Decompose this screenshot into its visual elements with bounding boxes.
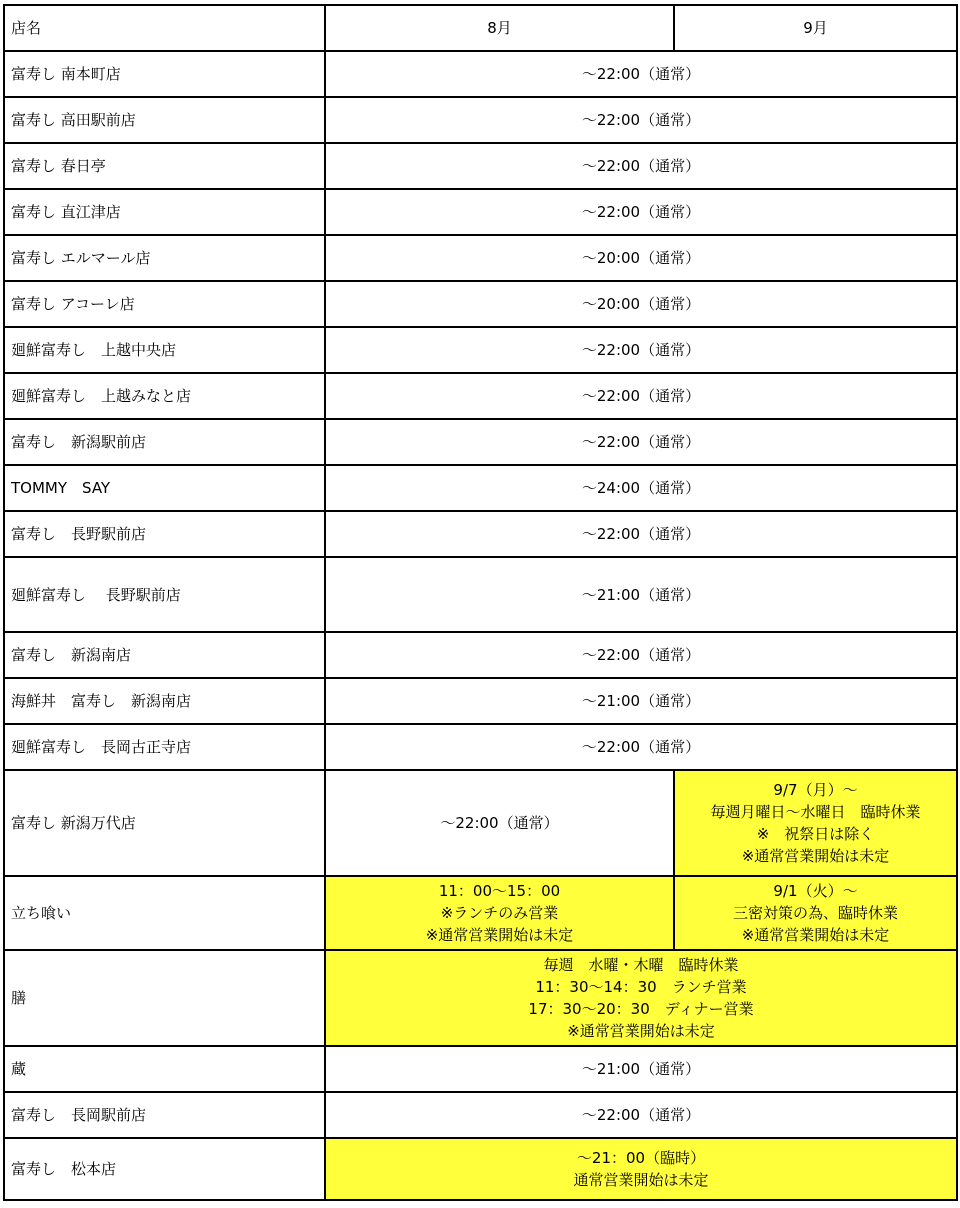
table-row (4, 419, 957, 465)
store-name: 富寿し 長野駅前店 (4, 511, 325, 557)
notice-line: ～21：00（臨時） (576, 1149, 706, 1167)
notice-line: ※ランチのみ営業 (440, 904, 559, 922)
table-row (4, 632, 957, 678)
notice-line: 17：30～20：30 ディナー営業 (528, 1000, 754, 1018)
notice-line: 9/1（火）～ (773, 882, 858, 900)
table-row-bandai (4, 770, 957, 876)
notice-line: ※通常営業開始は未定 (741, 926, 890, 944)
notice-line: ※通常営業開始は未定 (567, 1022, 715, 1040)
table-row-tachigui (4, 876, 957, 950)
store-name: 富寿し 南本町店 (4, 51, 325, 97)
notice-line: ※ 祝祭日は除く (756, 825, 875, 843)
store-hours: ～22:00（通常） (325, 1092, 957, 1138)
store-hours: ～22:00（通常） (325, 511, 957, 557)
store-name: 膳 (4, 950, 325, 1046)
store-name: 富寿し 新潟南店 (4, 632, 325, 678)
store-name: 廻鮮富寿し 上越みなと店 (4, 373, 325, 419)
store-name: 富寿し 新潟万代店 (4, 770, 325, 876)
store-hours: ～22:00（通常） (325, 724, 957, 770)
notice-line: 毎週月曜日～水曜日 臨時休業 (710, 803, 921, 821)
header-september: 9月 (674, 5, 957, 51)
store-hours: ～22:00（通常） (325, 97, 957, 143)
table-row (4, 327, 957, 373)
store-hours: ～20:00（通常） (325, 235, 957, 281)
store-name: 廻鮮富寿し 長岡古正寺店 (4, 724, 325, 770)
table-row (4, 557, 957, 632)
store-hours: ～22:00（通常） (325, 419, 957, 465)
store-name: 富寿し 高田駅前店 (4, 97, 325, 143)
store-name: 廻鮮富寿し 長野駅前店 (4, 557, 325, 632)
header-august: 8月 (325, 5, 674, 51)
store-hours: ～22:00（通常） (325, 143, 957, 189)
store-name: 富寿し エルマール店 (4, 235, 325, 281)
table-row-zen (4, 950, 957, 1046)
table-row-nagaoka (4, 1092, 957, 1138)
notice-line: 三密対策の為、臨時休業 (732, 904, 898, 922)
store-name: 富寿し 松本店 (4, 1138, 325, 1200)
hours-notice (325, 1138, 957, 1200)
table-row (4, 97, 957, 143)
table-row-matsumoto (4, 1138, 957, 1200)
header-row (4, 5, 957, 51)
store-name: 富寿し 春日亭 (4, 143, 325, 189)
store-name: 富寿し 長岡駅前店 (4, 1092, 325, 1138)
notice-line: ※通常営業開始は未定 (425, 926, 574, 944)
hours-notice (325, 950, 957, 1046)
notice-line: 毎週 水曜・木曜 臨時休業 (543, 956, 739, 974)
table-row (4, 235, 957, 281)
store-hours: ～22:00（通常） (325, 327, 957, 373)
store-name: 富寿し 直江津店 (4, 189, 325, 235)
table-row (4, 143, 957, 189)
store-hours: ～22:00（通常） (325, 51, 957, 97)
notice-line: ※通常営業開始は未定 (741, 847, 890, 865)
store-hours: ～21:00（通常） (325, 557, 957, 632)
august-notice (325, 876, 674, 950)
store-name: 海鮮丼 富寿し 新潟南店 (4, 678, 325, 724)
store-hours: ～21:00（通常） (325, 1046, 957, 1092)
store-hours: ～22:00（通常） (325, 373, 957, 419)
store-name: TOMMY SAY (4, 465, 325, 511)
store-hours: ～22:00（通常） (325, 189, 957, 235)
table-row (4, 281, 957, 327)
notice-line: 9/7（月）～ (773, 781, 858, 799)
store-hours: ～21:00（通常） (325, 678, 957, 724)
store-name: 富寿し アコーレ店 (4, 281, 325, 327)
table-row (4, 373, 957, 419)
table-row (4, 678, 957, 724)
store-name: 立ち喰い (4, 876, 325, 950)
store-hours: ～24:00（通常） (325, 465, 957, 511)
august-hours: ～22:00（通常） (325, 770, 674, 876)
store-hours-table (3, 4, 958, 1201)
table-row-kura (4, 1046, 957, 1092)
store-name: 廻鮮富寿し 上越中央店 (4, 327, 325, 373)
notice-line: 11：00～15：00 (438, 882, 561, 900)
store-hours: ～20:00（通常） (325, 281, 957, 327)
table-row (4, 51, 957, 97)
table-row (4, 189, 957, 235)
store-hours: ～22:00（通常） (325, 632, 957, 678)
september-notice (674, 770, 957, 876)
store-name: 富寿し 新潟駅前店 (4, 419, 325, 465)
notice-line: 通常営業開始は未定 (573, 1171, 709, 1189)
september-notice (674, 876, 957, 950)
header-store-name: 店名 (4, 5, 325, 51)
table-row (4, 724, 957, 770)
table-row (4, 511, 957, 557)
store-name: 蔵 (4, 1046, 325, 1092)
notice-line: 11：30～14：30 ランチ営業 (535, 978, 747, 996)
table-row (4, 465, 957, 511)
